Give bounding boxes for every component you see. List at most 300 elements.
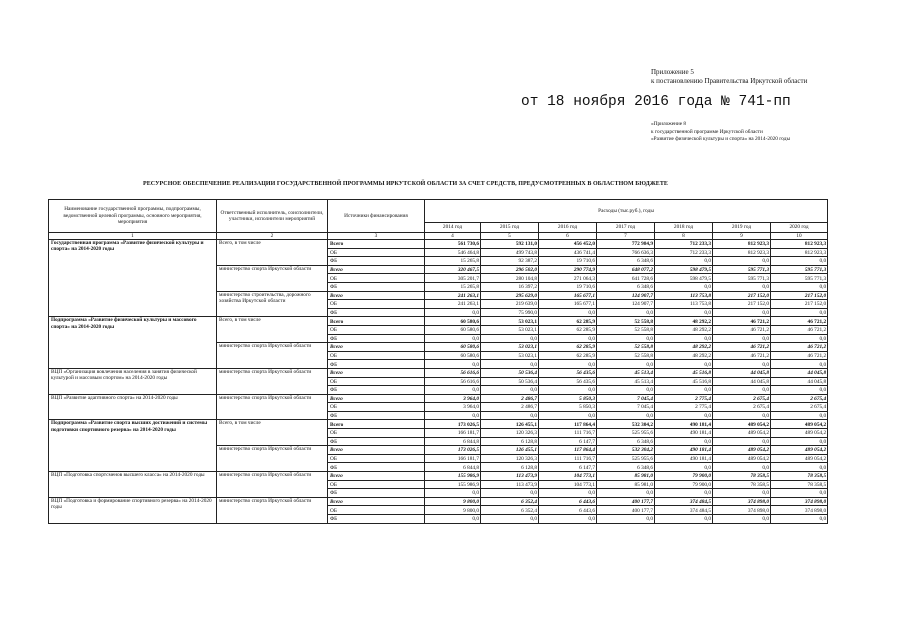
amount-cell: 217 152,0 bbox=[713, 291, 771, 300]
amount-cell: 0,0 bbox=[771, 489, 828, 498]
amount-cell: 46 721,2 bbox=[771, 343, 828, 352]
col-number: 5 bbox=[481, 233, 539, 240]
amount-cell: 48 292,2 bbox=[655, 351, 713, 360]
amount-cell: 217 152,0 bbox=[771, 300, 828, 309]
amount-cell: 305 201,7 bbox=[425, 274, 481, 283]
amount-cell: 641 728,6 bbox=[597, 274, 655, 283]
amount-cell: 56 616,6 bbox=[425, 377, 481, 386]
amount-cell: 75 990,0 bbox=[481, 308, 539, 317]
amount-cell: 113 473,9 bbox=[481, 480, 539, 489]
funding-source-cell: Всего bbox=[328, 240, 425, 249]
amount-cell: 48 292,2 bbox=[655, 343, 713, 352]
amount-cell: 0,0 bbox=[771, 463, 828, 472]
amount-cell: 2 486,7 bbox=[481, 403, 539, 412]
funding-source-cell: ОБ bbox=[328, 403, 425, 412]
funding-source-cell: ОБ bbox=[328, 377, 425, 386]
amount-cell: 113 473,9 bbox=[481, 472, 539, 481]
funding-source-cell: ОБ bbox=[328, 506, 425, 515]
amount-cell: 0,0 bbox=[425, 360, 481, 369]
amount-cell: 16 397,2 bbox=[481, 282, 539, 291]
col-number: 10 bbox=[771, 233, 828, 240]
amount-cell: 2 486,7 bbox=[481, 394, 539, 403]
amount-cell: 0,0 bbox=[481, 489, 539, 498]
amount-cell: 0,0 bbox=[771, 282, 828, 291]
funding-source-cell: ФБ bbox=[328, 489, 425, 498]
amount-cell: 60 580,6 bbox=[425, 317, 481, 326]
amount-cell: 0,0 bbox=[713, 489, 771, 498]
amount-cell: 400 177,7 bbox=[597, 506, 655, 515]
col-number: 8 bbox=[655, 233, 713, 240]
amount-cell: 6 443,6 bbox=[539, 506, 597, 515]
amount-cell: 45 513,4 bbox=[597, 377, 655, 386]
amount-cell: 6 147,7 bbox=[539, 463, 597, 472]
amount-cell: 52 558,8 bbox=[597, 343, 655, 352]
amount-cell: 489 054,2 bbox=[771, 446, 828, 455]
amount-cell: 0,0 bbox=[539, 489, 597, 498]
funding-source-cell: Всего bbox=[328, 420, 425, 429]
amount-cell: 490 181,4 bbox=[655, 420, 713, 429]
amount-cell: 6 348,6 bbox=[597, 437, 655, 446]
amount-cell: 0,0 bbox=[597, 360, 655, 369]
funding-source-cell: ФБ bbox=[328, 515, 425, 524]
amount-cell: 46 721,2 bbox=[713, 351, 771, 360]
amount-cell: 490 181,4 bbox=[655, 454, 713, 463]
amount-cell: 296 502,0 bbox=[481, 265, 539, 274]
col-header-year: 2015 год bbox=[481, 223, 539, 233]
amount-cell: 0,0 bbox=[713, 257, 771, 266]
amount-cell: 0,0 bbox=[481, 386, 539, 395]
table-row bbox=[49, 317, 828, 326]
amount-cell: 0,0 bbox=[713, 411, 771, 420]
executor-cell: министерство строительства, дорожного хозяйства Иркутской области bbox=[217, 291, 328, 317]
amount-cell: 0,0 bbox=[771, 308, 828, 317]
amount-cell: 15 265,8 bbox=[425, 257, 481, 266]
amount-cell: 53 023,1 bbox=[481, 317, 539, 326]
amount-cell: 3 964,0 bbox=[425, 403, 481, 412]
amount-cell: 400 177,7 bbox=[597, 497, 655, 506]
funding-source-cell: ФБ bbox=[328, 411, 425, 420]
amount-cell: 489 054,2 bbox=[713, 446, 771, 455]
amount-cell: 52 558,8 bbox=[597, 325, 655, 334]
amount-cell: 0,0 bbox=[425, 411, 481, 420]
amount-cell: 2 775,4 bbox=[655, 403, 713, 412]
amount-cell: 0,0 bbox=[539, 515, 597, 524]
amount-cell: 0,0 bbox=[481, 360, 539, 369]
amount-cell: 489 054,2 bbox=[713, 454, 771, 463]
funding-source-cell: Всего bbox=[328, 497, 425, 506]
amount-cell: 56 435,6 bbox=[539, 377, 597, 386]
amount-cell: 374 484,5 bbox=[655, 497, 713, 506]
amount-cell: 60 580,6 bbox=[425, 351, 481, 360]
amount-cell: 374 898,0 bbox=[771, 497, 828, 506]
funding-source-cell: ОБ bbox=[328, 454, 425, 463]
amount-cell: 62 285,9 bbox=[539, 351, 597, 360]
col-number: 2 bbox=[217, 233, 328, 240]
amount-cell: 812 923,3 bbox=[771, 240, 828, 249]
amount-cell: 0,0 bbox=[655, 386, 713, 395]
funding-source-cell: ФБ bbox=[328, 282, 425, 291]
document-title: РЕСУРСНОЕ ОБЕСПЕЧЕНИЕ РЕАЛИЗАЦИИ ГОСУДАРСТВЕННОЙ ПРОГРАММЫ ИРКУТСКОЙ ОБЛАСТИ ЗА СЧЕТ СРЕДСТВ, ПРЕДУСМОТРЕННЫХ В ОБЛАСТНОМ БЮДЖЕТЕ bbox=[143, 181, 668, 187]
funding-source-cell: Всего bbox=[328, 472, 425, 481]
amount-cell: 166 181,7 bbox=[425, 429, 481, 438]
amount-cell: 456 452,0 bbox=[539, 240, 597, 249]
amount-cell: 598 479,5 bbox=[655, 274, 713, 283]
funding-source-cell: Всего bbox=[328, 291, 425, 300]
appendix-number: Приложение 5 bbox=[651, 68, 694, 76]
executor-cell: министерство спорта Иркутской области bbox=[217, 472, 328, 498]
amount-cell: 2 675,4 bbox=[771, 394, 828, 403]
amount-cell: 6 352,4 bbox=[481, 497, 539, 506]
table-body bbox=[49, 240, 828, 524]
amount-cell: 62 285,9 bbox=[539, 317, 597, 326]
funding-source-cell: Всего bbox=[328, 446, 425, 455]
col-header-year: 2019 год bbox=[713, 223, 771, 233]
amount-cell: 2 675,4 bbox=[713, 403, 771, 412]
amount-cell: 6 844,8 bbox=[425, 463, 481, 472]
amount-cell: 78 358,5 bbox=[713, 472, 771, 481]
amount-cell: 2 775,4 bbox=[655, 394, 713, 403]
decree-reference: к постановлению Правительства Иркутской области bbox=[651, 77, 808, 85]
amount-cell: 92 387,2 bbox=[481, 257, 539, 266]
funding-source-cell: ФБ bbox=[328, 463, 425, 472]
amount-cell: 0,0 bbox=[655, 257, 713, 266]
amount-cell: 56 435,6 bbox=[539, 368, 597, 377]
amount-cell: 6 348,6 bbox=[597, 463, 655, 472]
amount-cell: 44 045,8 bbox=[771, 377, 828, 386]
amount-cell: 0,0 bbox=[771, 515, 828, 524]
program-name-cell: ВЦП «Подготовка спортсменов высшего класса» на 2014-2020 годы bbox=[49, 472, 217, 498]
funding-source-cell: ОБ bbox=[328, 351, 425, 360]
amount-cell: 0,0 bbox=[713, 437, 771, 446]
amount-cell: 0,0 bbox=[425, 386, 481, 395]
funding-source-cell: Всего bbox=[328, 343, 425, 352]
amount-cell: 165 677,1 bbox=[539, 291, 597, 300]
amount-cell: 6 348,6 bbox=[597, 282, 655, 291]
amount-cell: 219 639,0 bbox=[481, 300, 539, 309]
amount-cell: 532 304,2 bbox=[597, 420, 655, 429]
amount-cell: 104 773,1 bbox=[539, 480, 597, 489]
amount-cell: 117 864,4 bbox=[539, 446, 597, 455]
amount-cell: 320 467,5 bbox=[425, 265, 481, 274]
amount-cell: 52 558,8 bbox=[597, 351, 655, 360]
amount-cell: 78 358,5 bbox=[771, 472, 828, 481]
amount-cell: 0,0 bbox=[771, 411, 828, 420]
amount-cell: 489 054,2 bbox=[713, 420, 771, 429]
amount-cell: 0,0 bbox=[539, 386, 597, 395]
amount-cell: 0,0 bbox=[597, 515, 655, 524]
amount-cell: 2 675,4 bbox=[771, 403, 828, 412]
amount-cell: 155 986,9 bbox=[425, 472, 481, 481]
col-header-executor: Ответственный исполнитель, соисполнители, участники, исполнители мероприятий bbox=[217, 200, 328, 233]
executor-cell: Всего, в том числе bbox=[217, 317, 328, 343]
amount-cell: 19 710,6 bbox=[539, 282, 597, 291]
col-header-expenses: Расходы (тыс.руб.), годы bbox=[425, 200, 828, 223]
amount-cell: 595 771,3 bbox=[713, 265, 771, 274]
executor-cell: министерство спорта Иркутской области bbox=[217, 497, 328, 523]
amount-cell: 7 045,4 bbox=[597, 403, 655, 412]
col-header-year: 2017 год bbox=[597, 223, 655, 233]
amount-cell: 173 026,5 bbox=[425, 420, 481, 429]
amount-cell: 6 128,8 bbox=[481, 437, 539, 446]
amount-cell: 532 304,2 bbox=[597, 446, 655, 455]
funding-source-cell: ФБ bbox=[328, 308, 425, 317]
amount-cell: 561 730,6 bbox=[425, 240, 481, 249]
amount-cell: 46 721,2 bbox=[771, 317, 828, 326]
amount-cell: 120 326,3 bbox=[481, 429, 539, 438]
amount-cell: 124 907,7 bbox=[597, 291, 655, 300]
decree-stamp: от 18 ноября 2016 года № 741-пп bbox=[521, 94, 791, 110]
col-header-program: Наименование государственной программы, подпрограммы, ведомственной целевой программы, основного мероприятия, мероприятия bbox=[49, 200, 217, 233]
amount-cell: 117 864,4 bbox=[539, 420, 597, 429]
funding-source-cell: Всего bbox=[328, 265, 425, 274]
program-name-cell: Подпрограмма «Развитие спорта высших достижений и системы подготовки спортивного резерва» на 2014-2020 годы bbox=[49, 420, 217, 472]
amount-cell: 126 455,1 bbox=[481, 446, 539, 455]
amount-cell: 78 358,5 bbox=[713, 480, 771, 489]
executor-cell: министерство спорта Иркутской области bbox=[217, 446, 328, 472]
amount-cell: 45 516,8 bbox=[655, 377, 713, 386]
amount-cell: 0,0 bbox=[481, 334, 539, 343]
amount-cell: 592 131,0 bbox=[481, 240, 539, 249]
amount-cell: 0,0 bbox=[713, 463, 771, 472]
col-number: 4 bbox=[425, 233, 481, 240]
table-row bbox=[49, 240, 828, 249]
amount-cell: 0,0 bbox=[713, 515, 771, 524]
executor-cell: Всего, в том числе bbox=[217, 240, 328, 266]
amount-cell: 113 753,8 bbox=[655, 291, 713, 300]
funding-source-cell: ОБ bbox=[328, 300, 425, 309]
amount-cell: 595 771,3 bbox=[771, 274, 828, 283]
program-name-cell: Государственная программа «Развитие физической культуры и спорта» на 2014-2020 годы bbox=[49, 240, 217, 317]
amount-cell: 48 292,2 bbox=[655, 325, 713, 334]
funding-source-cell: ФБ bbox=[328, 386, 425, 395]
col-number: 9 bbox=[713, 233, 771, 240]
amount-cell: 489 054,2 bbox=[771, 429, 828, 438]
amount-cell: 46 721,2 bbox=[771, 325, 828, 334]
col-header-year: 2014 год bbox=[425, 223, 481, 233]
amount-cell: 490 181,4 bbox=[655, 446, 713, 455]
funding-source-cell: ФБ bbox=[328, 257, 425, 266]
amount-cell: 62 285,9 bbox=[539, 343, 597, 352]
col-header-year: 2018 год bbox=[655, 223, 713, 233]
table-row bbox=[49, 394, 828, 403]
program-name-cell: ВЦП «Развитие адаптивного спорта» на 2014-2020 годы bbox=[49, 394, 217, 420]
prior-appendix-header bbox=[651, 121, 846, 144]
amount-cell: 0,0 bbox=[655, 282, 713, 291]
amount-cell: 53 023,1 bbox=[481, 343, 539, 352]
amount-cell: 0,0 bbox=[655, 334, 713, 343]
amount-cell: 126 455,1 bbox=[481, 420, 539, 429]
table-row bbox=[49, 420, 828, 429]
executor-cell: Всего, в том числе bbox=[217, 420, 328, 446]
amount-cell: 712 233,3 bbox=[655, 248, 713, 257]
col-number: 6 bbox=[539, 233, 597, 240]
amount-cell: 62 285,9 bbox=[539, 325, 597, 334]
table-row bbox=[49, 472, 828, 481]
executor-cell: министерство спорта Иркутской области bbox=[217, 343, 328, 369]
amount-cell: 0,0 bbox=[539, 308, 597, 317]
column-number-row bbox=[49, 233, 828, 240]
amount-cell: 598 479,5 bbox=[655, 265, 713, 274]
resource-table bbox=[48, 199, 828, 524]
amount-cell: 0,0 bbox=[713, 334, 771, 343]
amount-cell: 772 984,9 bbox=[597, 240, 655, 249]
amount-cell: 50 536,4 bbox=[481, 368, 539, 377]
amount-cell: 0,0 bbox=[655, 463, 713, 472]
amount-cell: 60 580,6 bbox=[425, 343, 481, 352]
amount-cell: 0,0 bbox=[655, 411, 713, 420]
amount-cell: 9 800,0 bbox=[425, 497, 481, 506]
amount-cell: 0,0 bbox=[771, 386, 828, 395]
amount-cell: 111 716,7 bbox=[539, 429, 597, 438]
amount-cell: 0,0 bbox=[597, 411, 655, 420]
executor-cell: министерство спорта Иркутской области bbox=[217, 368, 328, 394]
amount-cell: 290 774,9 bbox=[539, 265, 597, 274]
funding-source-cell: Всего bbox=[328, 394, 425, 403]
amount-cell: 46 721,2 bbox=[771, 351, 828, 360]
amount-cell: 812 923,3 bbox=[713, 248, 771, 257]
amount-cell: 595 771,3 bbox=[771, 265, 828, 274]
amount-cell: 374 898,0 bbox=[713, 497, 771, 506]
amount-cell: 111 716,7 bbox=[539, 454, 597, 463]
amount-cell: 124 907,7 bbox=[597, 300, 655, 309]
amount-cell: 5 850,3 bbox=[539, 394, 597, 403]
col-header-source: Источники финансирования bbox=[328, 200, 425, 233]
amount-cell: 0,0 bbox=[597, 334, 655, 343]
amount-cell: 0,0 bbox=[425, 334, 481, 343]
amount-cell: 6 443,6 bbox=[539, 497, 597, 506]
amount-cell: 53 023,1 bbox=[481, 325, 539, 334]
amount-cell: 6 147,7 bbox=[539, 437, 597, 446]
executor-cell: министерство спорта Иркутской области bbox=[217, 265, 328, 291]
amount-cell: 85 981,0 bbox=[597, 472, 655, 481]
amount-cell: 525 955,6 bbox=[597, 429, 655, 438]
amount-cell: 217 152,0 bbox=[771, 291, 828, 300]
amount-cell: 166 181,7 bbox=[425, 454, 481, 463]
amount-cell: 766 636,3 bbox=[597, 248, 655, 257]
amount-cell: 712 233,3 bbox=[655, 240, 713, 249]
amount-cell: 173 026,5 bbox=[425, 446, 481, 455]
amount-cell: 490 181,4 bbox=[655, 429, 713, 438]
amount-cell: 0,0 bbox=[481, 411, 539, 420]
appendix-header bbox=[651, 68, 826, 86]
amount-cell: 499 743,8 bbox=[481, 248, 539, 257]
amount-cell: 0,0 bbox=[713, 360, 771, 369]
amount-cell: 6 128,8 bbox=[481, 463, 539, 472]
amount-cell: 0,0 bbox=[713, 282, 771, 291]
funding-source-cell: ОБ bbox=[328, 325, 425, 334]
amount-cell: 217 152,0 bbox=[713, 300, 771, 309]
amount-cell: 113 753,8 bbox=[655, 300, 713, 309]
amount-cell: 50 536,4 bbox=[481, 377, 539, 386]
amount-cell: 812 923,3 bbox=[771, 248, 828, 257]
amount-cell: 46 721,2 bbox=[713, 325, 771, 334]
amount-cell: 48 292,2 bbox=[655, 317, 713, 326]
amount-cell: 0,0 bbox=[539, 334, 597, 343]
amount-cell: 489 054,2 bbox=[771, 454, 828, 463]
amount-cell: 0,0 bbox=[425, 308, 481, 317]
amount-cell: 0,0 bbox=[425, 515, 481, 524]
amount-cell: 155 986,9 bbox=[425, 480, 481, 489]
amount-cell: 2 675,4 bbox=[713, 394, 771, 403]
amount-cell: 79 900,0 bbox=[655, 480, 713, 489]
amount-cell: 0,0 bbox=[597, 308, 655, 317]
amount-cell: 0,0 bbox=[713, 386, 771, 395]
program-name-cell: ВЦП «Организация вовлечения населения в занятия физической культурой и массовым спортом» на 2014-2020 годы bbox=[49, 368, 217, 394]
amount-cell: 374 898,0 bbox=[771, 506, 828, 515]
amount-cell: 79 900,0 bbox=[655, 472, 713, 481]
amount-cell: 295 629,0 bbox=[481, 291, 539, 300]
amount-cell: 280 104,8 bbox=[481, 274, 539, 283]
col-header-year: 2016 год bbox=[539, 223, 597, 233]
amount-cell: 0,0 bbox=[481, 515, 539, 524]
amount-cell: 165 677,1 bbox=[539, 300, 597, 309]
amount-cell: 648 077,2 bbox=[597, 265, 655, 274]
amount-cell: 3 964,0 bbox=[425, 394, 481, 403]
amount-cell: 0,0 bbox=[771, 257, 828, 266]
amount-cell: 0,0 bbox=[655, 489, 713, 498]
amount-cell: 0,0 bbox=[655, 437, 713, 446]
amount-cell: 546 464,8 bbox=[425, 248, 481, 257]
amount-cell: 104 773,1 bbox=[539, 472, 597, 481]
table-row bbox=[49, 497, 828, 506]
amount-cell: 6 352,4 bbox=[481, 506, 539, 515]
amount-cell: 56 616,6 bbox=[425, 368, 481, 377]
amount-cell: 0,0 bbox=[655, 308, 713, 317]
amount-cell: 0,0 bbox=[713, 308, 771, 317]
amount-cell: 45 513,4 bbox=[597, 368, 655, 377]
amount-cell: 812 923,3 bbox=[713, 240, 771, 249]
amount-cell: 5 850,3 bbox=[539, 403, 597, 412]
amount-cell: 15 265,8 bbox=[425, 282, 481, 291]
amount-cell: 241 263,1 bbox=[425, 291, 481, 300]
amount-cell: 489 054,2 bbox=[771, 420, 828, 429]
amount-cell: 46 721,2 bbox=[713, 343, 771, 352]
amount-cell: 0,0 bbox=[425, 489, 481, 498]
prior-appendix-title: «Приложение 8 bbox=[651, 121, 687, 127]
amount-cell: 0,0 bbox=[771, 334, 828, 343]
executor-cell: министерство спорта Иркутской области bbox=[217, 394, 328, 420]
amount-cell: 525 955,6 bbox=[597, 454, 655, 463]
table-row bbox=[49, 368, 828, 377]
funding-source-cell: Всего bbox=[328, 368, 425, 377]
amount-cell: 0,0 bbox=[771, 360, 828, 369]
amount-cell: 60 580,6 bbox=[425, 325, 481, 334]
funding-source-cell: ФБ bbox=[328, 437, 425, 446]
amount-cell: 44 045,8 bbox=[713, 368, 771, 377]
amount-cell: 0,0 bbox=[771, 437, 828, 446]
amount-cell: 85 981,0 bbox=[597, 480, 655, 489]
funding-source-cell: ОБ bbox=[328, 429, 425, 438]
amount-cell: 0,0 bbox=[655, 515, 713, 524]
amount-cell: 78 358,5 bbox=[771, 480, 828, 489]
amount-cell: 44 045,8 bbox=[713, 377, 771, 386]
col-header-year: 2020 год bbox=[771, 223, 828, 233]
amount-cell: 595 771,3 bbox=[713, 274, 771, 283]
amount-cell: 19 710,6 bbox=[539, 257, 597, 266]
amount-cell: 53 023,1 bbox=[481, 351, 539, 360]
prior-appendix-line2: «Развитие физической культуры и спорта» на 2014-2020 годы bbox=[651, 136, 791, 143]
amount-cell: 374 484,5 bbox=[655, 506, 713, 515]
amount-cell: 0,0 bbox=[539, 411, 597, 420]
amount-cell: 6 348,6 bbox=[597, 257, 655, 266]
prior-appendix-line1: к государственной программе Иркутской области bbox=[651, 128, 763, 135]
amount-cell: 436 741,4 bbox=[539, 248, 597, 257]
funding-source-cell: ОБ bbox=[328, 480, 425, 489]
col-number: 1 bbox=[49, 233, 217, 240]
amount-cell: 52 558,8 bbox=[597, 317, 655, 326]
amount-cell: 489 054,2 bbox=[713, 429, 771, 438]
funding-source-cell: ОБ bbox=[328, 248, 425, 257]
